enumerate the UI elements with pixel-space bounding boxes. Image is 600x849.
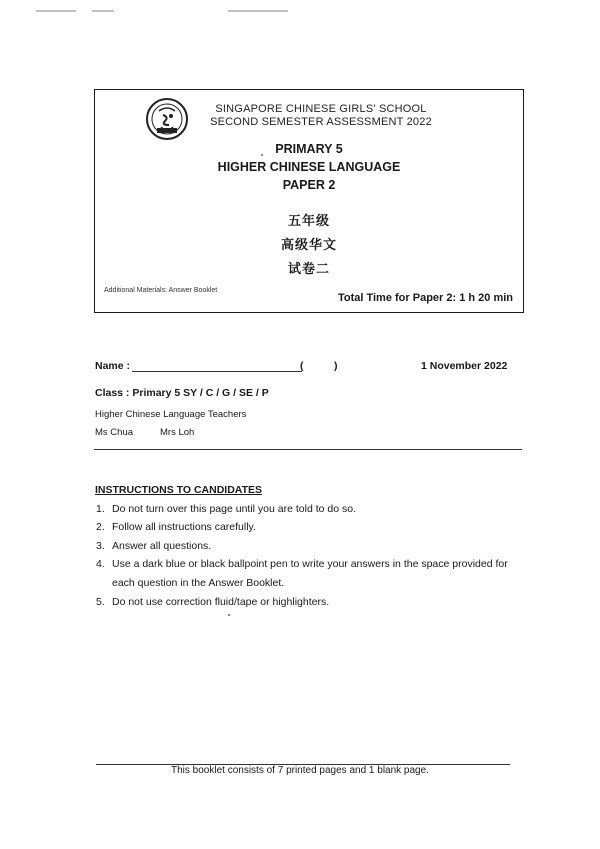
level-title: PRIMARY 5 <box>275 142 343 156</box>
instruction-text: Follow all instructions carefully. <box>112 521 256 533</box>
additional-materials: Additional Materials: Answer Booklet <box>104 287 218 294</box>
instruction-number: 1. <box>96 503 105 515</box>
scan-dot <box>228 614 230 616</box>
name-label: Name : <box>95 360 131 372</box>
instruction-text: Do not use correction fluid/tape or highlighters. <box>112 596 330 608</box>
footer-page-count: This booklet consists of 7 printed pages and 1 blank page. <box>171 765 429 776</box>
cover-header-box <box>94 89 524 313</box>
subject-title: HIGHER CHINESE LANGUAGE <box>217 160 401 174</box>
chinese-level: 五年级 <box>287 214 330 229</box>
index-open-paren: ( <box>300 360 304 372</box>
paper-title: PAPER 2 <box>282 178 336 192</box>
instructions-title: INSTRUCTIONS TO CANDIDATES <box>95 484 263 496</box>
scan-speck <box>228 10 288 12</box>
instruction-text: Do not turn over this page until you are told to do so. <box>112 503 356 515</box>
instruction-item <box>96 558 508 570</box>
school-name: SINGAPORE CHINESE GIRLS' SCHOOL <box>215 103 427 115</box>
instruction-text: Answer all questions. <box>112 540 212 552</box>
instruction-number: 3. <box>96 540 105 552</box>
instruction-item <box>96 540 211 552</box>
index-close-paren: ) <box>334 360 338 372</box>
instruction-text: Use a dark blue or black ballpoint pen to write your answers in the space provided for <box>112 558 508 570</box>
instruction-number: 5. <box>96 596 105 608</box>
teacher-name: Mrs Loh <box>160 427 195 438</box>
scan-speck <box>92 10 114 12</box>
scan-speck <box>36 10 76 12</box>
instruction-item <box>96 521 256 533</box>
instruction-item <box>96 503 356 515</box>
instruction-item <box>96 596 329 608</box>
exam-date: 1 November 2022 <box>421 360 508 372</box>
teacher-name: Ms Chua <box>95 427 134 438</box>
chinese-subject: 高级华文 <box>280 238 337 253</box>
instruction-number: 2. <box>96 521 105 533</box>
instruction-number: 4. <box>96 558 105 570</box>
chinese-paper: 试卷二 <box>287 262 330 277</box>
total-time: Total Time for Paper 2: 1 h 20 min <box>337 292 513 304</box>
teachers-label: Higher Chinese Language Teachers <box>95 409 247 420</box>
class-label: Class : Primary 5 SY / C / G / SE / P <box>95 387 269 399</box>
assessment-name: SECOND SEMESTER ASSESSMENT 2022 <box>210 116 432 128</box>
instruction-text-continued: each question in the Answer Booklet. <box>112 577 285 589</box>
scan-dot <box>261 154 263 156</box>
name-field-line <box>132 371 302 372</box>
divider <box>94 449 522 450</box>
